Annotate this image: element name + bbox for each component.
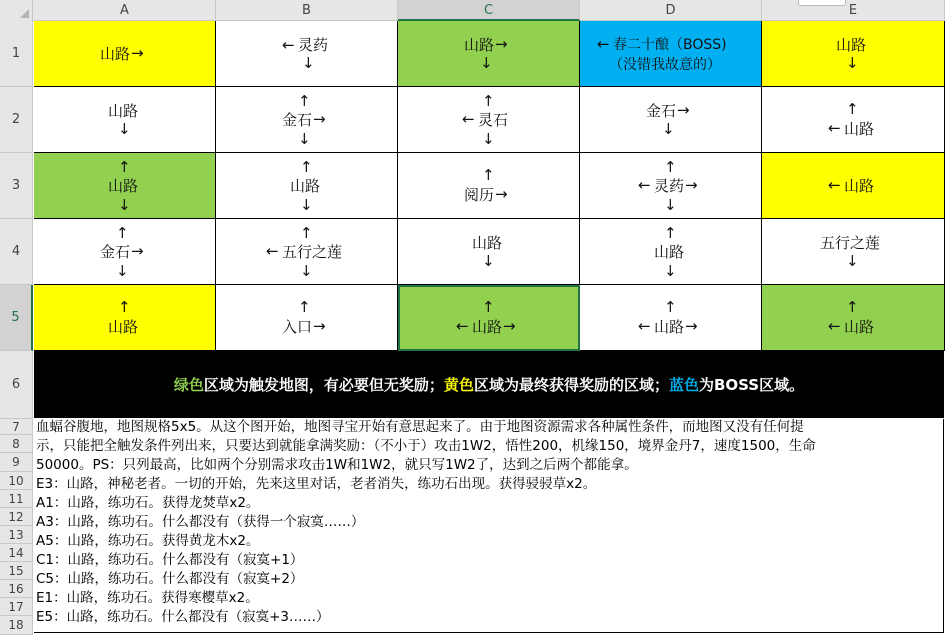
map-cell-e1[interactable]	[762, 21, 945, 87]
map-cell-label: 灵石	[478, 111, 509, 129]
arrow-up-icon: ↑	[300, 158, 313, 176]
map-cell-label: 山路	[654, 318, 685, 336]
arrow-down-icon: ↓	[846, 252, 859, 270]
column-header-c[interactable]: C	[398, 0, 580, 21]
row-header-8[interactable]: 8	[0, 435, 33, 453]
row-header-7[interactable]: 7	[0, 419, 33, 435]
row-header-16[interactable]: 16	[0, 580, 33, 598]
map-cell-label: 山路	[844, 318, 875, 336]
arrow-up-icon: ↑	[482, 298, 495, 316]
row-header-6[interactable]: 6	[0, 351, 33, 419]
legend-text-1: 区域为触发地图，有必要但无奖励；	[203, 375, 444, 394]
row-header-15[interactable]: 15	[0, 562, 33, 580]
arrow-up-icon: ↑	[298, 298, 311, 316]
arrow-up-icon: ↑	[482, 92, 495, 110]
arrow-right-icon: →	[495, 185, 508, 203]
arrow-right-icon: →	[131, 44, 144, 62]
arrow-up-icon: ↑	[846, 100, 859, 118]
map-cell-d5[interactable]	[580, 285, 762, 351]
column-header-b[interactable]: B	[216, 0, 398, 21]
arrow-right-icon: →	[685, 176, 698, 194]
row-header-2[interactable]: 2	[0, 87, 33, 153]
map-cell-d1[interactable]	[580, 21, 762, 87]
map-cell-label: 山路	[844, 120, 875, 138]
select-all-corner[interactable]	[0, 0, 33, 21]
row-header-13[interactable]: 13	[0, 526, 33, 544]
map-cell-b2[interactable]	[216, 87, 398, 153]
map-cell-label: 山路	[836, 36, 867, 54]
arrow-right-icon: →	[503, 317, 516, 335]
map-cell-label: 春二十酿（BOSS)	[613, 37, 727, 53]
map-cell-label: 山路	[654, 243, 685, 261]
arrow-right-icon: →	[131, 242, 144, 260]
notes-line: A1：山路，练功石。获得龙焚草x2。	[36, 495, 260, 511]
map-cell-label: 灵药	[654, 177, 685, 195]
map-cell-label: 灵药	[298, 36, 329, 54]
arrow-up-icon: ↑	[298, 92, 311, 110]
arrow-up-icon: ↑	[118, 158, 131, 176]
row-header-5[interactable]: 5	[0, 285, 33, 351]
legend-blue-word: 蓝色	[668, 375, 699, 394]
map-cell-c2[interactable]	[398, 87, 580, 153]
arrow-down-icon: ↓	[664, 196, 677, 214]
map-cell-a1[interactable]	[34, 21, 216, 87]
map-cell-a3[interactable]	[34, 153, 216, 219]
notes-line: E1：山路，练功石。获得寒樱草x2。	[36, 590, 259, 606]
arrow-left-icon: ←	[828, 317, 841, 335]
arrow-left-icon: ←	[638, 317, 651, 335]
arrow-down-icon: ↓	[116, 262, 129, 280]
arrow-left-icon: ←	[828, 119, 841, 137]
arrow-right-icon: →	[313, 110, 326, 128]
notes-merged-cell[interactable]	[34, 419, 944, 633]
arrow-left-icon: ←	[462, 110, 475, 128]
map-cell-c4[interactable]	[398, 219, 580, 285]
arrow-up-icon: ↑	[300, 224, 313, 242]
map-cell-label: 山路	[290, 177, 321, 195]
arrow-left-icon: ←	[828, 176, 841, 194]
arrow-left-icon: ←	[638, 176, 651, 194]
map-cell-sublabel: （没错我故意的）	[609, 57, 721, 73]
arrow-up-icon: ↑	[116, 224, 129, 242]
arrow-down-icon: ↓	[118, 196, 131, 214]
map-cell-b5[interactable]	[216, 285, 398, 351]
map-cell-label: 入口	[282, 318, 313, 336]
arrow-down-icon: ↓	[300, 262, 313, 280]
arrow-down-icon: ↓	[482, 252, 495, 270]
notes-line: C5：山路，练功石。什么都没有（寂寞+2）	[36, 571, 304, 587]
arrow-left-icon: ←	[266, 242, 279, 260]
notes-line: C1：山路，练功石。什么都没有（寂寞+1）	[36, 552, 304, 568]
map-cell-label: 山路	[844, 177, 875, 195]
map-cell-b3[interactable]	[216, 153, 398, 219]
arrow-down-icon: ↓	[482, 130, 495, 148]
notes-line: A5：山路，练功石。获得黄龙木x2。	[36, 533, 260, 549]
legend-yellow-word: 黄色	[443, 375, 474, 394]
legend-text-3: 为BOSS区域。	[698, 375, 805, 394]
row-header-18[interactable]: 18	[0, 616, 33, 635]
map-cell-c1[interactable]	[398, 21, 580, 87]
map-cell-a5[interactable]	[34, 285, 216, 351]
map-cell-label: 金石	[282, 111, 313, 129]
map-cell-label: 山路	[108, 177, 139, 195]
map-cell-label: 金石	[646, 102, 677, 120]
row-header-4[interactable]: 4	[0, 219, 33, 285]
map-cell-label: 山路	[464, 36, 495, 54]
arrow-right-icon: →	[677, 101, 690, 119]
map-cell-b1[interactable]	[216, 21, 398, 87]
map-cell-b4[interactable]	[216, 219, 398, 285]
map-cell-label: 山路	[108, 102, 139, 120]
map-cell-label: 山路	[472, 234, 503, 252]
notes-line: 示，只能把全触发条件列出来，只要达到就能拿满奖励：（不小于）攻击1W2，悟性200，机缘150，境界金丹7，速度1500，生命	[36, 438, 816, 454]
map-cell-c3[interactable]	[398, 153, 580, 219]
map-cell-label: 金石	[100, 243, 131, 261]
map-cell-label: 阅历	[464, 186, 495, 204]
arrow-up-icon: ↑	[664, 224, 677, 242]
map-cell-label: 山路	[100, 45, 131, 63]
column-header-e[interactable]: E	[762, 0, 945, 21]
arrow-down-icon: ↓	[118, 120, 131, 138]
map-cell-a2[interactable]	[34, 87, 216, 153]
map-cell-e2[interactable]	[762, 87, 945, 153]
map-cell-label: 五行之莲	[282, 243, 343, 261]
arrow-up-icon: ↑	[482, 166, 495, 184]
arrow-left-icon: ←	[597, 35, 610, 53]
column-header-a[interactable]: A	[34, 0, 216, 21]
map-cell-label: 山路	[472, 318, 503, 336]
arrow-up-icon: ↑	[846, 298, 859, 316]
map-cell-e4[interactable]	[762, 219, 945, 285]
map-cell-d3[interactable]	[580, 153, 762, 219]
column-header-row	[0, 0, 945, 21]
arrow-down-icon: ↓	[302, 54, 315, 72]
legend-green-word: 绿色	[173, 375, 204, 394]
map-cell-c5[interactable]	[398, 285, 580, 351]
arrow-left-icon: ←	[282, 36, 295, 54]
row-header-1[interactable]: 1	[0, 21, 33, 87]
arrow-up-icon: ↑	[664, 298, 677, 316]
notes-line: A3：山路，练功石。什么都没有（获得一个寂寞……）	[36, 514, 365, 530]
arrow-down-icon: ↓	[480, 54, 493, 72]
legend-text-2: 区域为最终获得奖励的区域；	[473, 375, 669, 394]
arrow-down-icon: ↓	[298, 130, 311, 148]
notes-line: E3：山路，神秘老者。一切的开始，先来这里对话，老者消失，练功石出现。获得骎骎草x2。	[36, 476, 597, 492]
row-header-3[interactable]: 3	[0, 153, 33, 219]
arrow-down-icon: ↓	[300, 196, 313, 214]
map-cell-e5[interactable]	[762, 285, 945, 351]
arrow-right-icon: →	[495, 35, 508, 53]
arrow-right-icon: →	[685, 317, 698, 335]
arrow-left-icon: ←	[456, 317, 469, 335]
row-header-11[interactable]: 11	[0, 490, 33, 508]
legend-bar[interactable]	[34, 351, 944, 418]
arrow-down-icon: ↓	[846, 54, 859, 72]
map-cell-d2[interactable]	[580, 87, 762, 153]
row-header-9[interactable]: 9	[0, 453, 33, 472]
row-header-17[interactable]: 17	[0, 598, 33, 616]
arrow-up-icon: ↑	[118, 298, 131, 316]
map-cell-label: 山路	[108, 318, 139, 336]
notes-line: E5：山路，练功石。什么都没有（寂寞+3……）	[36, 609, 330, 625]
map-cell-a4[interactable]	[34, 219, 216, 285]
map-cell-label: 五行之莲	[820, 234, 881, 252]
row-header-10[interactable]: 10	[0, 472, 33, 490]
arrow-right-icon: →	[313, 317, 326, 335]
column-header-d[interactable]: D	[580, 0, 762, 21]
arrow-down-icon: ↓	[662, 120, 675, 138]
row-header-12[interactable]: 12	[0, 508, 33, 526]
arrow-up-icon: ↑	[664, 158, 677, 176]
map-cell-e3[interactable]	[762, 153, 945, 219]
notes-line: 50000。PS：只列最高，比如两个分别需求攻击1W和1W2，就只写1W2了，达到之后两个都能拿。	[36, 457, 638, 473]
arrow-down-icon: ↓	[664, 262, 677, 280]
row-header-14[interactable]: 14	[0, 544, 33, 562]
map-cell-d4[interactable]	[580, 219, 762, 285]
notes-line: 血蝠谷腹地，地图规格5x5。从这个图开始，地图寻宝开始有意思起来了。由于地图资源需求各种属性条件，而地图又没有任何提	[36, 419, 804, 435]
